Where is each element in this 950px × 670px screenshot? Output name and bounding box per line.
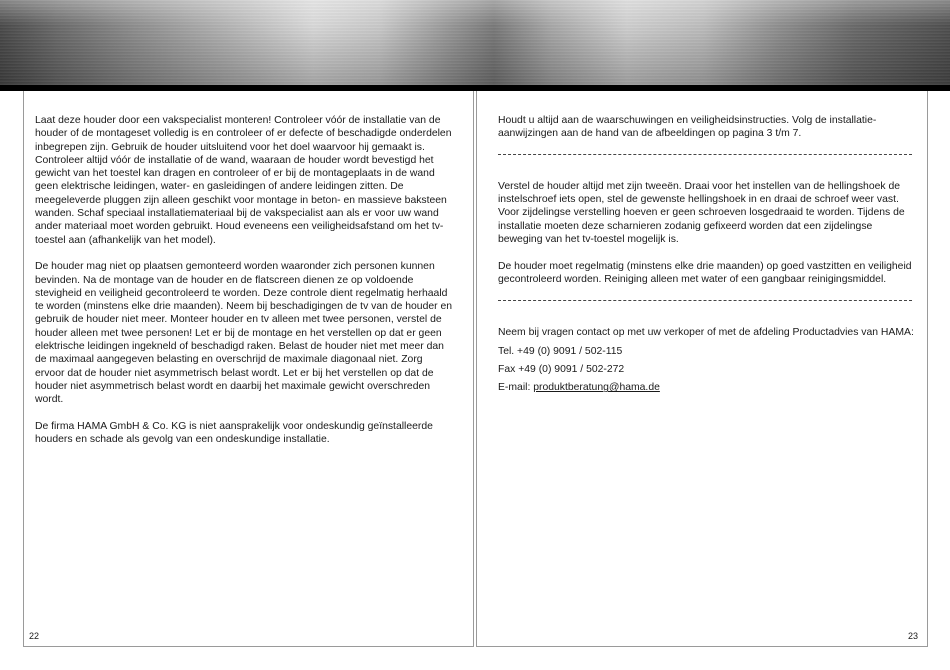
liability-paragraph: De firma HAMA GmbH & Co. KG is niet aansprakelijk voor ondeskundig geïnstalleerde houders en schade als gevolg van een ondeskundige installatie. [35,420,433,446]
page-number-left: 22 [29,631,40,641]
page-number-right: 23 [908,631,919,641]
contact-lead: Neem bij vragen contact op met uw verkoper of met de afdeling Productadvies van HAMA: [498,326,914,338]
dashed-divider [498,154,912,155]
brushed-metal-header [0,0,950,85]
contact-block [498,326,916,395]
email-label: E-mail: [498,382,534,394]
contact-fax: Fax +49 (0) 9091 / 502-272 [498,364,625,376]
left-page-content [35,114,453,460]
maintenance-paragraph: De houder moet regelmatig (minstens elke drie maanden) op goed vastzitten en veiligheid gecontroleerd worden. Reiniging alleen met water of een gangbaar reinigingsmiddel. [498,260,912,285]
safety-paragraph-2: De houder mag niet op plaatsen gemonteerd worden waaronder zich personen kunnen bevinden. Na de montage van de houder en de flatscreen dienen ze op voldoende stevigheid en veiligheid gecontroleerd te worden. Deze controle dient regelmatig herhaald te worden (minstens elke drie maanden). Neem bij beschadigingen de tv van de houder en gebruik de houder niet meer. Monteer houder en tv alleen met twee personen, verstel de houder alleen met twee personen! Let er bij de montage en het verstellen op dat er geen elektrische leidingen ingekneld of beschadigd raken. Belast de houder niet met meer dan de maximaal aangegeven belasting en overschrijd de maximale diagonaal niet. Zorg ervoor dat de houder niet asymmetrisch belast wordt. Let er bij het verstellen op dat de houder niet asymmetrisch belast wordt en daarbij het maximale gewicht overschreden wordt. [35,261,453,406]
dashed-divider [498,300,912,301]
email-link[interactable]: produktberatung@hama.de [533,382,660,394]
safety-paragraph-1: Laat deze houder door een vakspecialist monteren! Controleer vóór de installatie van de houder of de montageset volledig is en controleer of er defecte of beschadigde onderdelen inbegrepen zijn. Gebruik de houder uitsluitend voor het doel waarvoor hij gemaakt is. Controleer altijd vóór de installatie of de wand, waaraan de houder wordt bevestigd het gewicht van het toestel kan dragen en controleer of er bij de montageplaats in de wand geen elektrische leidingen, water- en gasleidingen of andere leidingen zitten. De meegeleverde pluggen zijn alleen geschikt voor montage in beton- en massieve baksteen wanden. Schaf speciaal installatiemateriaal bij de vakspecialist aan als er voor uw wand ander materiaal moet worden gebruikt. Houd eveneens een veiligheidsafstand om het tv-toestel aan (afhankelijk van het model). [35,115,452,246]
right-page-content [498,114,916,400]
instructions-intro: Houdt u altijd aan de waarschuwingen en veiligheidsinstructies. Volg de installatie-aanwijzingen aan de hand van de afbeeldingen op pagina 3 t/m 7. [498,115,877,140]
contact-phone: Tel. +49 (0) 9091 / 502-115 [498,345,623,357]
adjustment-paragraph: Verstel de houder altijd met zijn tweeën. Draai voor het instellen van de hellingshoek de instelschroef iets open, stel de gewenste hellingshoek in en draai de schroef weer vast. Voor zijdelingse verstelling hoeven er geen schroeven losgedraaid te worden. Tijdens de installatie moeten deze scharnieren zodanig gefixeerd worden dat een zijdelingse beweging van het tv-toestel mogelijk is. [498,180,905,246]
contact-email-line [498,381,916,394]
